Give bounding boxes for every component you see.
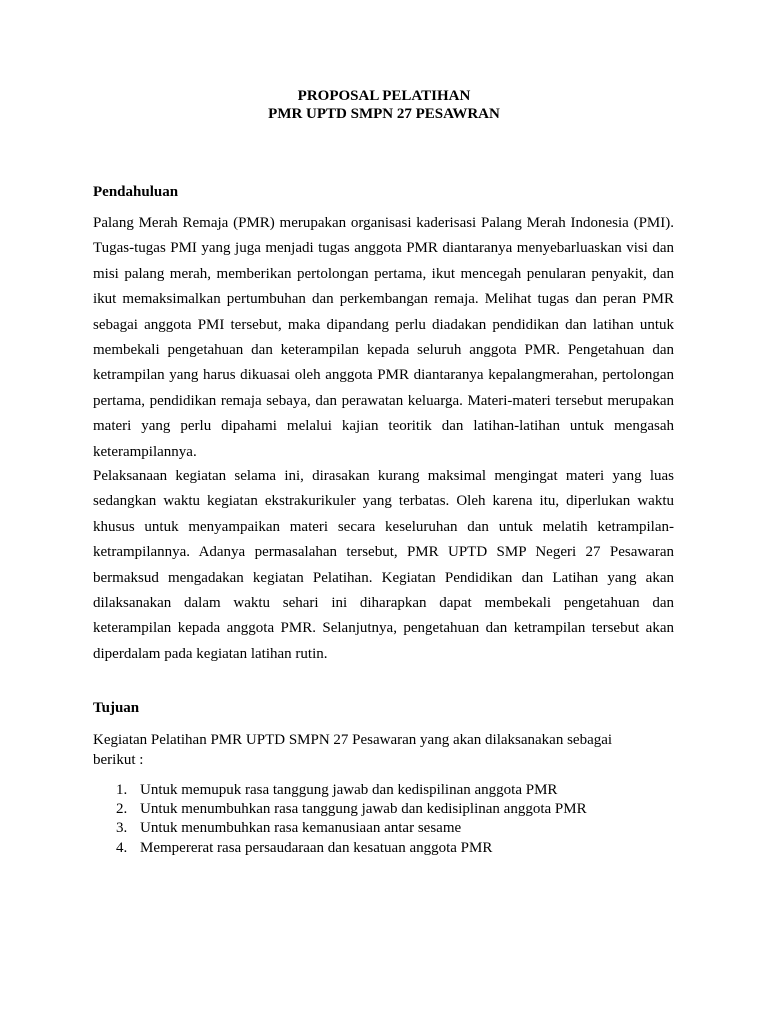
document-title-line-2: PMR UPTD SMPN 27 PESAWRAN bbox=[268, 106, 500, 122]
section-heading-tujuan: Tujuan bbox=[93, 700, 140, 716]
list-item-text: Untuk memupuk rasa tanggung jawab dan kedispilinan anggota PMR bbox=[140, 782, 558, 798]
tujuan-intro: Kegiatan Pelatihan PMR UPTD SMPN 27 Pesawaran yang akan dilaksanakan sebagai berikut : bbox=[93, 732, 613, 768]
pendahuluan-paragraph-1: Palang Merah Remaja (PMR) merupakan organisasi kaderisasi Palang Merah Indonesia (PMI). Tugas-tugas PMI yang juga menjadi tugas anggota PMR diantaranya menyebarluaskan visi dan misi palang merah, memberikan pertolongan pertama, ikut mencegah penularan penyakit, dan ikut memaksimalkan pertumbuhan dan perkembangan remaja. Melihat tugas dan peran PMR sebagai anggota PMI tersebut, maka dipandang perlu diadakan pendidikan dan latihan untuk membekali pengetahuan dan keterampilan kepada seluruh anggota PMR. Pengetahuan dan ketrampilan yang harus dikuasai oleh anggota PMR diantaranya kepalangmerahan, pertolongan pertama, pendidikan remaja sebaya, dan perawatan keluarga. Materi-materi tersebut merupakan materi yang perlu dipahami melalui kajian teoritik dan latihan-latihan untuk mengasah keterampilannya. bbox=[93, 215, 674, 460]
pendahuluan-paragraph-2: Pelaksanaan kegiatan selama ini, dirasakan kurang maksimal mengingat materi yang luas sedangkan waktu kegiatan ekstrakurikuler yang terbatas. Oleh karena itu, diperlukan waktu khusus untuk menyampaikan materi secara keseluruhan dan untuk melatih ketrampilan-ketrampilannya. Adanya permasalahan tersebut, PMR UPTD SMP Negeri 27 Pesawaran bermaksud mengadakan kegiatan Pelatihan. Kegiatan Pendidikan dan Latihan yang akan dilaksanakan dalam waktu sehari ini diharapkan dapat membekali pengetahuan dan keterampilan kepada anggota PMR. Selanjutnya, pengetahuan dan ketrampilan tersebut akan diperdalam pada kegiatan latihan rutin. bbox=[93, 468, 674, 662]
list-item-number: 3. bbox=[116, 820, 128, 837]
list-item-text: Mempererat rasa persaudaraan dan kesatuan anggota PMR bbox=[140, 839, 493, 856]
list-item-number: 4. bbox=[116, 839, 128, 856]
list-item-text: Untuk menumbuhkan rasa kemanusiaan antar sesame bbox=[140, 820, 462, 837]
section-heading-pendahuluan: Pendahuluan bbox=[93, 184, 179, 200]
list-item bbox=[93, 800, 653, 819]
list-item bbox=[93, 781, 653, 800]
list-item bbox=[93, 819, 653, 838]
document-title-line-1: PROPOSAL PELATIHAN bbox=[297, 88, 471, 104]
tujuan-list bbox=[93, 781, 653, 858]
list-item-number: 2. bbox=[116, 801, 128, 818]
list-item bbox=[93, 839, 653, 858]
list-item-number: 1. bbox=[116, 782, 128, 798]
list-item-text: Untuk menumbuhkan rasa tanggung jawab dan kedisiplinan anggota PMR bbox=[140, 801, 587, 818]
